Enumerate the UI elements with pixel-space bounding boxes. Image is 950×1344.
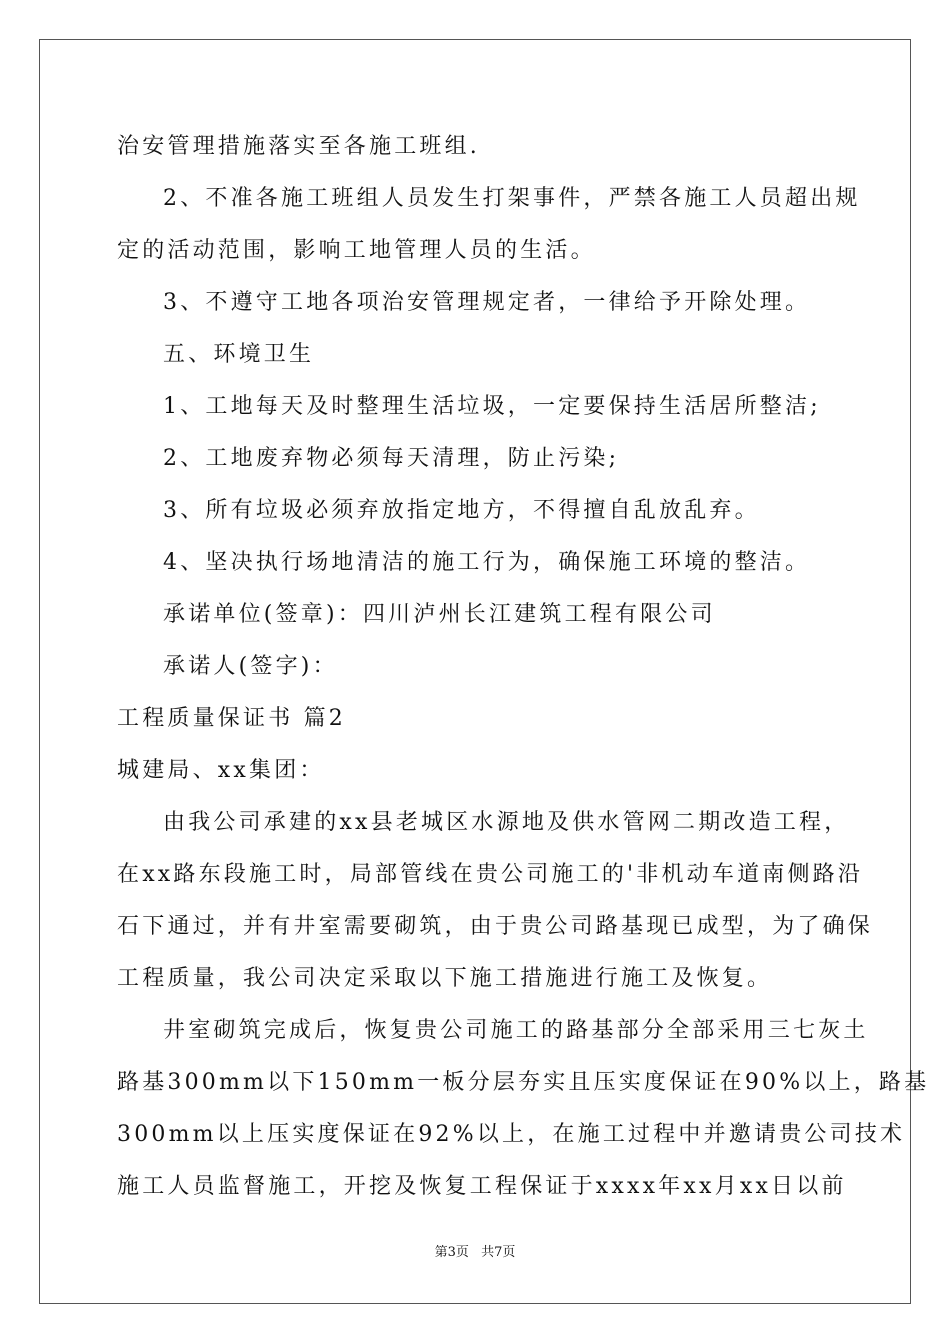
page-total: 共7页: [481, 1245, 516, 1260]
text-line: 施工人员监督施工，开挖及恢复工程保证于xxxx年xx月xx日以前: [117, 1174, 847, 1199]
text-line: 300mm以上压实度保证在92%以上，在施工过程中并邀请贵公司技术: [117, 1122, 906, 1147]
text-line: 3、所有垃圾必须弃放指定地方，不得擅自乱放乱弃。: [163, 498, 760, 523]
text-line: 2、工地废弃物必须每天清理，防止污染;: [163, 446, 620, 471]
signature-unit: 承诺单位(签章)：四川泸州长江建筑工程有限公司: [163, 602, 716, 627]
text-line: 路基300mm以下150mm一板分层夯实且压实度保证在90%以上，路基: [117, 1070, 930, 1095]
text-line: 石下通过，并有井室需要砌筑，由于贵公司路基现已成型，为了确保: [117, 914, 874, 939]
signature-person: 承诺人(签字)：: [163, 654, 338, 679]
text-line: 1、工地每天及时整理生活垃圾，一定要保持生活居所整洁;: [163, 394, 821, 419]
document-title: 工程质量保证书 篇2: [117, 706, 346, 731]
text-line: 2、不准各施工班组人员发生打架事件，严禁各施工人员超出规: [163, 186, 861, 211]
page-number: 第3页: [434, 1245, 469, 1260]
text-line: 由我公司承建的xx县老城区水源地及供水管网二期改造工程，: [163, 810, 850, 835]
section-heading: 五、环境卫生: [163, 342, 315, 367]
text-line: 4、坚决执行场地清洁的施工行为，确保施工环境的整洁。: [163, 550, 811, 575]
text-line: 工程质量，我公司决定采取以下施工措施进行施工及恢复。: [117, 966, 773, 991]
addressee: 城建局、xx集团：: [117, 758, 325, 783]
document-body: [117, 121, 930, 1213]
text-line: 定的活动范围，影响工地管理人员的生活。: [117, 238, 596, 263]
text-line: 3、不遵守工地各项治安管理规定者，一律给予开除处理。: [163, 290, 811, 315]
text-line: 治安管理措施落实至各施工班组.: [117, 134, 480, 159]
page-footer: [0, 1245, 950, 1261]
text-line: 井室砌筑完成后，恢复贵公司施工的路基部分全部采用三七灰土: [163, 1018, 869, 1043]
text-line: 在xx路东段施工时，局部管线在贵公司施工的'非机动车道南侧路沿: [117, 862, 864, 887]
